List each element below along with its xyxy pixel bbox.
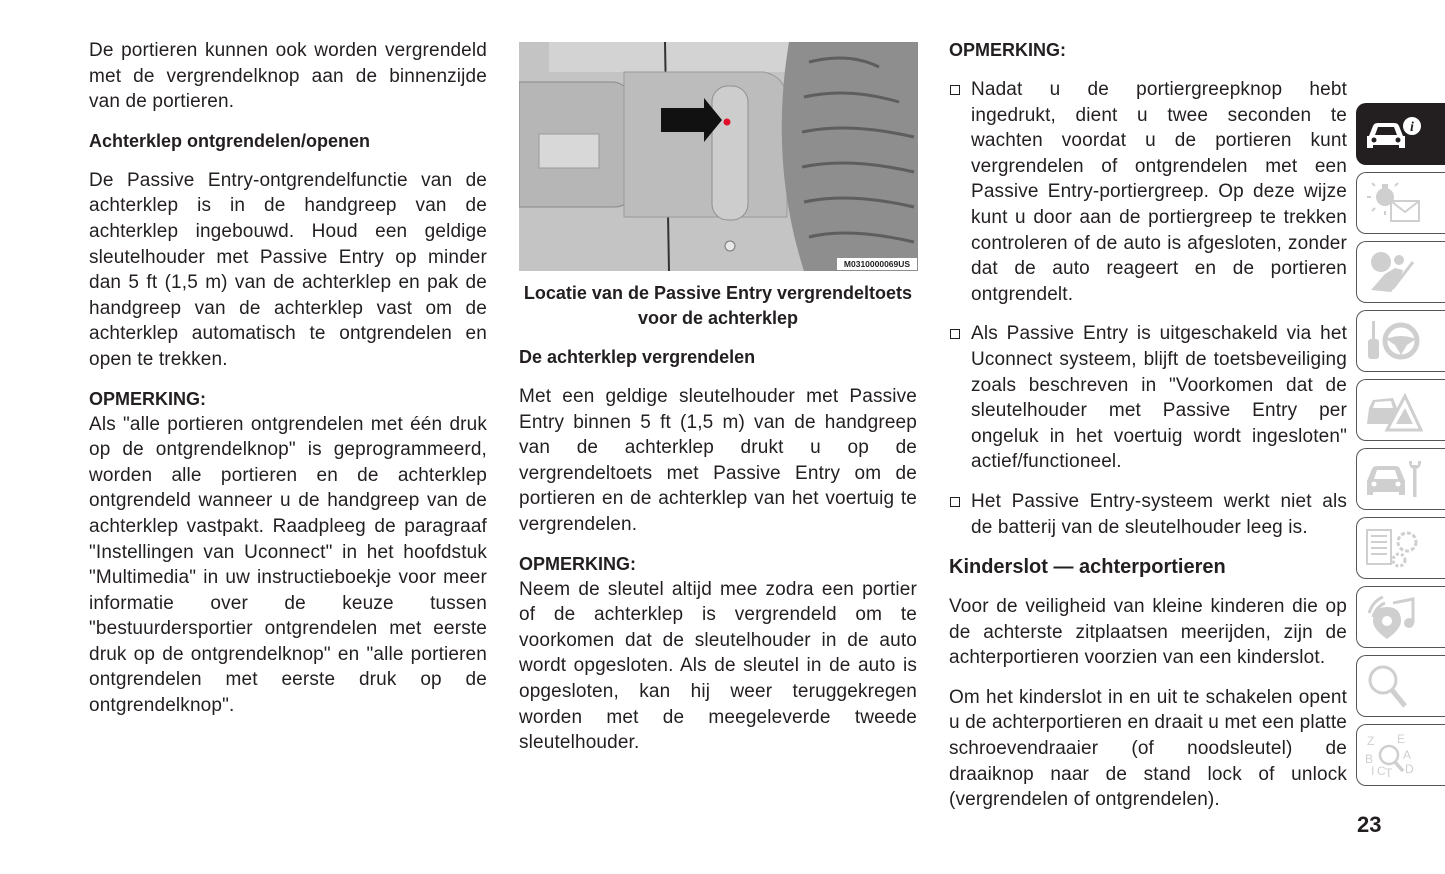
figure-caption: Locatie van de Passive Entry vergrendeltoets voor de achterklep [523,283,913,328]
note-paragraph: Neem de sleutel altijd mee zodra een portier of de achterklep is vergrendeld om te voorkomen dat de sleutelhouder in de auto wordt opgesloten. Als de sleutel in de auto is opgesloten, kan hij weer teruggekregen worden met de meegeleverde tweede sleutelhouder. [519,578,917,754]
alphabetical-index-icon [1363,731,1423,779]
tab-safety[interactable] [1356,241,1445,303]
warning-lights-messages-icon [1363,179,1423,227]
list-item: Nadat u de portiergreepknop hebt ingedrukt, dient u twee seconden te wachten voordat u de portieren kunt vergrendelen of ontgrendelen met een Passive Entry-portiergreep. Op deze wijze kunt u door aan de portiergreep te trekken controleren of de auto is afgesloten, zonder dat de auto reageert en de portieren ontgrendelt. [949,77,1347,307]
tailgate-unlock-paragraph: De Passive Entry-ontgrendelfunctie van de achterklep is in de handgreep van de achterklep ingebouwd. Houd een geldige sleutelhouder met Passive Entry op minder dan 5 ft (1,5 m) van de achterklep en pak de handgreep van de achterklep vast om de achterklep automatisch te ontgrendelen en open te trekken. [89,169,487,370]
list-item: Als Passive Entry is uitgeschakeld via het Uconnect systeem, blijft de toetsbeveiliging zoals beschreven in "Voorkomen dat de sleutelhouder met Passive Entry per ongeluk in het voertuig wordt ingesloten" actief/functioneel. [949,321,1347,475]
note-label: OPMERKING: [949,40,1066,60]
column-right [949,38,1347,813]
section-heading-child-lock: Kinderslot — achterportieren [949,556,1226,579]
figure-code: M0310000069US [843,259,911,269]
svg-text:T: T [1385,766,1393,779]
key-steering-wheel-icon [1363,317,1423,365]
svg-text:I: I [1371,764,1375,778]
section-heading-tailgate-unlock: Achterklep ontgrendelen/openen [89,130,371,151]
car-wrench-service-icon [1363,455,1423,503]
airbag-safety-icon [1363,248,1423,296]
list-item: Het Passive Entry-systeem werkt niet als de batterij van de sleutelhouder leeg is. [949,489,1347,540]
svg-text:i: i [1410,120,1414,135]
car-emergency-triangle-icon [1363,386,1423,434]
note-paragraph: Als "alle portieren ontgrendelen met één druk op de ontgrendelknop" is geprogrammeerd, worden alle portieren en de achterklep ontgrendeld wanneer u de handgreep van de achterklep vastpakt. Raadpleeg de paragraaf "Instellingen van Uconnect" in het hoofdstuk "Multimedia" in uw instructieboekje voor meer informatie over de keuze tussen "bestuurdersportier ontgrendelen met eerste druk op de ontgrendelknop" en "alle portieren ontgrendelen met eerste druk op de ontgrendelknop". [89,413,487,717]
svg-text:A: A [1403,748,1412,762]
tab-starting-operating[interactable] [1356,310,1445,372]
page-number: 23 [1357,812,1382,837]
search-magnifier-icon [1363,662,1423,710]
tailgate-lock-paragraph: Met een geldige sleutelhouder met Passive Entry binnen 5 ft (1,5 m) van de handgreep van de achterklep drukt u op de vergrendeltoets met Passive Entry om de portieren en de achterklep van het voertuig te vergrendelen. [519,386,917,535]
tab-warning-lights[interactable] [1356,172,1445,234]
svg-text:D: D [1405,762,1414,776]
chapter-tabs [1356,103,1445,793]
child-lock-paragraph-1: Voor de veiligheid van kleine kinderen die op de achterste zitplaatsen meerijden, zijn de achterportieren voorzien van een kinderslot. [949,596,1347,669]
section-heading-tailgate-lock: De achterklep vergrendelen [519,347,756,367]
note-bullet-list [949,77,1347,540]
note-label: OPMERKING: [89,388,206,409]
svg-text:C: C [1377,764,1386,778]
tailgate-handle-figure [519,42,918,271]
svg-text:B: B [1365,752,1374,766]
intro-paragraph: De portieren kunnen ook worden vergrendeld met de vergrendelknop aan de binnenzijde van de portieren. [89,40,487,113]
column-middle [519,38,917,756]
tab-multimedia[interactable] [1356,586,1445,648]
square-bullet-icon [950,329,960,339]
note-label: OPMERKING: [519,553,636,574]
tab-index[interactable] [1356,724,1445,786]
tab-service-maintenance[interactable] [1356,448,1445,510]
car-info-icon [1363,114,1423,154]
svg-text:Z: Z [1367,734,1375,748]
tab-emergency[interactable] [1356,379,1445,441]
tab-car-info[interactable] [1356,103,1445,165]
svg-text:E: E [1397,732,1406,746]
tailgate-handle-illustration [519,42,918,271]
tab-search[interactable] [1356,655,1445,717]
tab-technical-specs[interactable] [1356,517,1445,579]
lock-button-marker [724,119,731,126]
square-bullet-icon [950,497,960,507]
multimedia-music-icon [1363,593,1423,641]
specs-gears-icon [1363,524,1423,572]
child-lock-paragraph-2: Om het kinderslot in en uit te schakelen opent u de achterportieren en draait u met een platte schroevendraaier (of noodsleutel) de draaiknop naar de stand lock of unlock (vergrendelen of ontgrendelen). [949,686,1347,811]
square-bullet-icon [950,85,960,95]
column-left [89,38,487,719]
